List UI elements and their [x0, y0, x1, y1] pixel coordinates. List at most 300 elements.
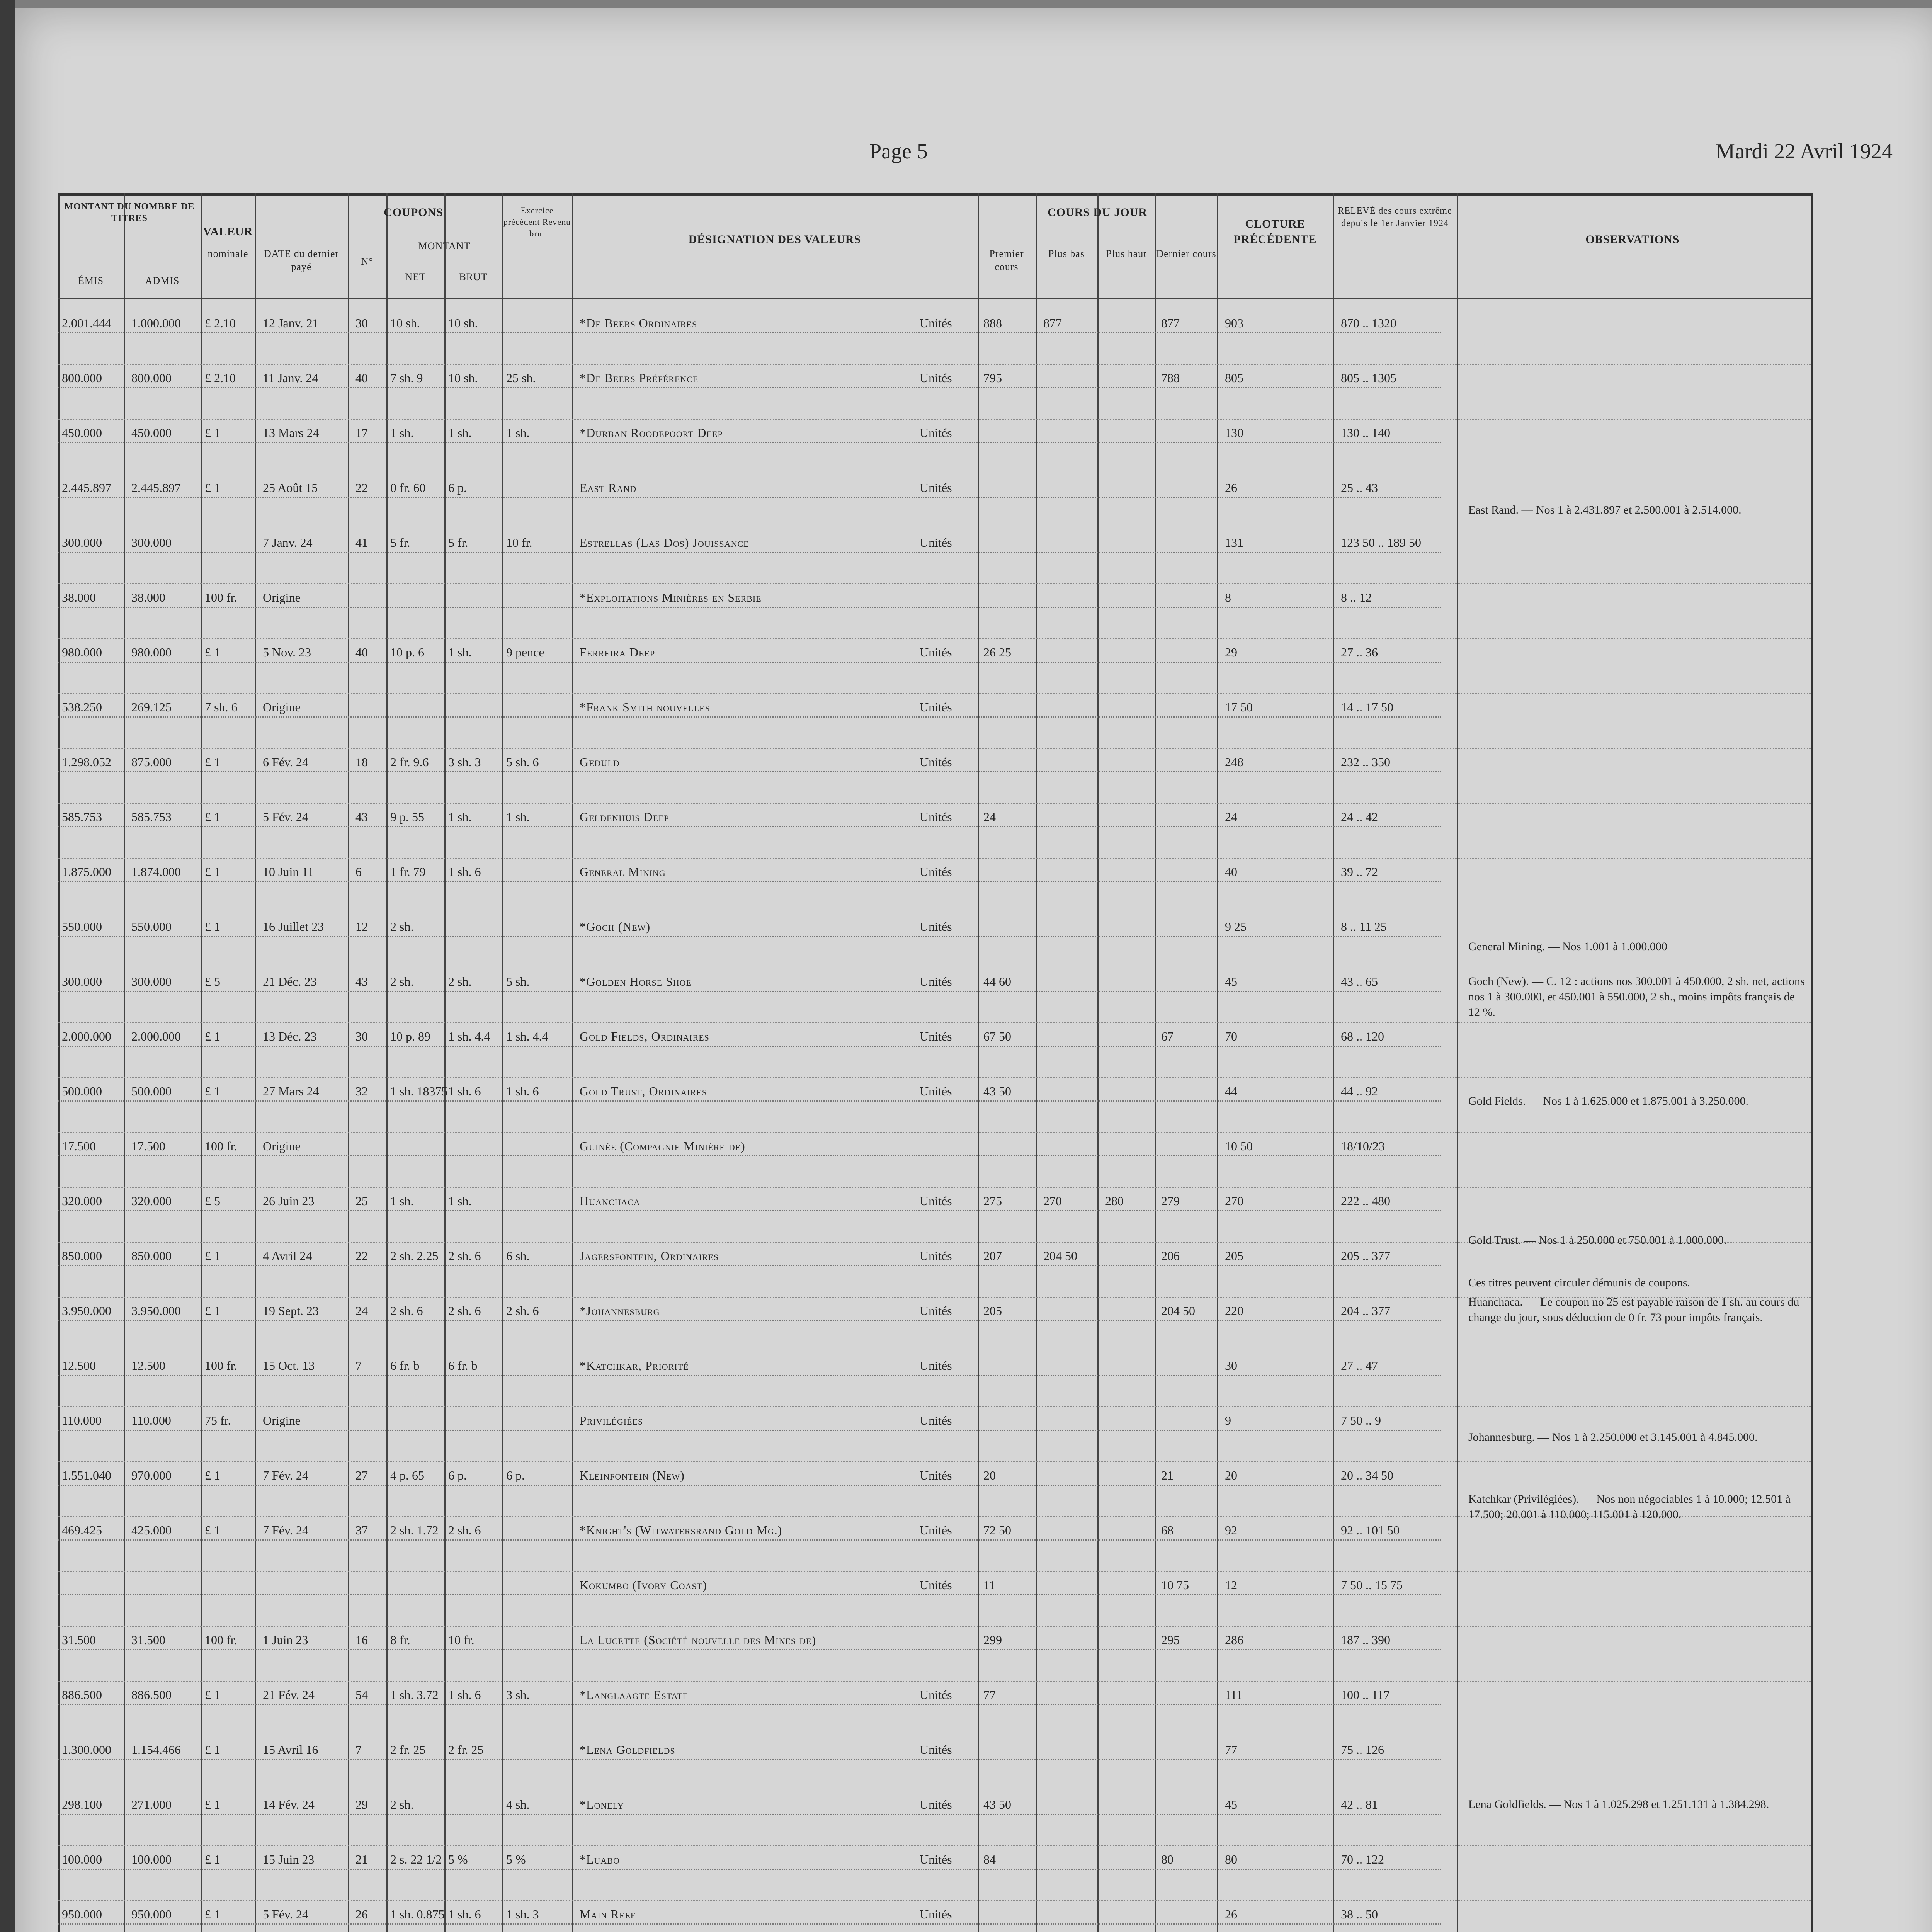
- cell-rel: 8 .. 11 25: [1341, 920, 1387, 934]
- cell-name: Geduld: [580, 755, 620, 769]
- cell-date: 16 Juillet 23: [263, 920, 324, 934]
- cell-unit: Unités: [920, 371, 952, 385]
- cell-rev: 6 p.: [506, 1468, 525, 1482]
- cell-admis: 31.500: [131, 1633, 165, 1647]
- cell-admis: 425.000: [131, 1523, 172, 1537]
- cell-brut: 10 fr.: [448, 1633, 474, 1647]
- cell-net: 2 fr. 9.6: [390, 755, 429, 769]
- cell-date: 12 Janv. 21: [263, 316, 319, 330]
- cell-c1: 43 50: [983, 1798, 1011, 1811]
- cell-clo: 9 25: [1225, 920, 1247, 934]
- leader-dots: [58, 1485, 1441, 1486]
- obs-goch: Goch (New). — C. 12 : actions nos 300.001 à 450.000, 2 sh. net, actions nos 1 à 300.000, et 450.001 à 550.000, 2 sh., moins impôts français de 12 %.: [1468, 975, 1805, 1019]
- cell-rel: 870 .. 1320: [1341, 316, 1396, 330]
- cell-name: Gold Trust, Ordinaires: [580, 1084, 707, 1098]
- cell-date: 11 Janv. 24: [263, 371, 318, 385]
- cell-brut: 2 sh. 6: [448, 1523, 481, 1537]
- cell-c2: 877: [1043, 316, 1062, 330]
- cell-c4: 80: [1161, 1852, 1173, 1866]
- obs-gold-fields: Gold Fields. — Nos 1 à 1.625.000 et 1.875.001 à 3.250.000.: [1468, 1095, 1748, 1107]
- cell-emis: 980.000: [62, 645, 102, 659]
- cell-no: 18: [355, 755, 368, 769]
- obs-gold-trust: Gold Trust. — Nos 1 à 250.000 et 750.001 à 1.000.000.: [1468, 1234, 1727, 1247]
- cell-date: 5 Fév. 24: [263, 810, 308, 824]
- cell-unit: Unités: [920, 1578, 952, 1592]
- cell-admis: 500.000: [131, 1084, 172, 1098]
- cell-valeur: £ 1: [205, 1743, 220, 1757]
- leader-dots: [58, 1320, 1441, 1321]
- cell-c4: 67: [1161, 1029, 1173, 1043]
- cell-net: 7 sh. 9: [390, 371, 423, 385]
- cell-valeur: £ 1: [205, 755, 220, 769]
- obs-johannesburg: Johannesburg. — Nos 1 à 2.250.000 et 3.145.001 à 4.845.000.: [1468, 1431, 1758, 1444]
- cell-net: 6 fr. b: [390, 1359, 420, 1372]
- cell-unit: Unités: [920, 426, 952, 440]
- cell-date: 15 Avril 16: [263, 1743, 318, 1757]
- cell-rev: 1 sh. 3: [506, 1907, 539, 1921]
- cell-name: Main Reef: [580, 1907, 636, 1921]
- cell-net: 10 p. 89: [390, 1029, 430, 1043]
- cell-no: 25: [355, 1194, 368, 1208]
- cell-valeur: £ 1: [205, 1084, 220, 1098]
- cell-net: 5 fr.: [390, 536, 410, 549]
- cell-rel: 27 .. 36: [1341, 645, 1378, 659]
- leader-dots: [58, 442, 1441, 443]
- cell-c4: 877: [1161, 316, 1180, 330]
- cell-c1: 207: [983, 1249, 1002, 1263]
- cell-c1: 77: [983, 1688, 996, 1702]
- header-net: NET: [405, 271, 426, 282]
- cell-unit: Unités: [920, 536, 952, 549]
- header-dernier: Dernier cours: [1156, 248, 1216, 259]
- cell-name: Guinée (Compagnie Minière de): [580, 1139, 745, 1153]
- header-montant-coupon: MONTANT: [418, 240, 471, 252]
- header-no: N°: [361, 256, 373, 267]
- leader-dots: [58, 1265, 1441, 1266]
- header-cloture: CLOTURE PRÉCÉDENTE: [1233, 218, 1317, 246]
- cell-unit: Unités: [920, 645, 952, 659]
- cell-clo: 9: [1225, 1413, 1231, 1427]
- cell-name: *Johannesburg: [580, 1304, 660, 1318]
- cell-clo: 80: [1225, 1852, 1237, 1866]
- cell-rel: 27 .. 47: [1341, 1359, 1378, 1372]
- cell-net: 10 sh.: [390, 316, 420, 330]
- cell-net: 9 p. 55: [390, 810, 424, 824]
- cell-brut: 5 %: [448, 1852, 468, 1866]
- cell-emis: 800.000: [62, 371, 102, 385]
- cell-c1: 84: [983, 1852, 996, 1866]
- cell-valeur: 100 fr.: [205, 1633, 237, 1647]
- cell-valeur: £ 1: [205, 1029, 220, 1043]
- header-emis: ÉMIS: [78, 275, 104, 286]
- book-spine: [0, 0, 15, 1932]
- cell-unit: Unités: [920, 1249, 952, 1263]
- cell-no: 16: [355, 1633, 368, 1647]
- cell-rel: 18/10/23: [1341, 1139, 1385, 1153]
- cell-date: 7 Fév. 24: [263, 1468, 308, 1482]
- cell-rel: 24 .. 42: [1341, 810, 1378, 824]
- cell-valeur: 100 fr.: [205, 590, 237, 604]
- cell-no: 40: [355, 645, 368, 659]
- cell-name: Geldenhuis Deep: [580, 810, 669, 824]
- leader-dots: [58, 332, 1441, 333]
- header-exercice: Exercice précédent Revenu brut: [503, 206, 571, 238]
- cell-emis: 3.950.000: [62, 1304, 111, 1318]
- cell-date: 13 Mars 24: [263, 426, 319, 440]
- cell-valeur: £ 1: [205, 1468, 220, 1482]
- cell-net: 8 fr.: [390, 1633, 410, 1647]
- cell-rel: 187 .. 390: [1341, 1633, 1390, 1647]
- cell-clo: 8: [1225, 590, 1231, 604]
- cell-admis: 980.000: [131, 645, 172, 659]
- header-observations: OBSERVATIONS: [1585, 233, 1680, 246]
- cell-date: 6 Fév. 24: [263, 755, 308, 769]
- cell-no: 12: [355, 920, 368, 934]
- cell-rev: 25 sh.: [506, 371, 536, 385]
- cell-rel: 123 50 .. 189 50: [1341, 536, 1421, 549]
- cell-admis: 1.154.466: [131, 1743, 181, 1757]
- cell-clo: 20: [1225, 1468, 1237, 1482]
- cell-net: 2 fr. 25: [390, 1743, 426, 1757]
- cell-emis: 320.000: [62, 1194, 102, 1208]
- cell-unit: Unités: [920, 1798, 952, 1811]
- cell-name: *Durban Roodepoort Deep: [580, 426, 723, 440]
- cell-c4: 204 50: [1161, 1304, 1195, 1318]
- cell-unit: Unités: [920, 810, 952, 824]
- cell-name: East Rand: [580, 481, 637, 495]
- cell-admis: 970.000: [131, 1468, 172, 1482]
- cell-admis: 550.000: [131, 920, 172, 934]
- cell-unit: Unités: [920, 1029, 952, 1043]
- cell-brut: 10 sh.: [448, 316, 478, 330]
- leader-dots: [58, 662, 1441, 663]
- leader-dots: [58, 826, 1441, 827]
- cell-valeur: £ 1: [205, 1304, 220, 1318]
- cell-c4: 10 75: [1161, 1578, 1189, 1592]
- cell-c1: 299: [983, 1633, 1002, 1647]
- cell-rel: 38 .. 50: [1341, 1907, 1378, 1921]
- cell-no: 26: [355, 1907, 368, 1921]
- table-row: [58, 1900, 1811, 1932]
- cell-emis: 950.000: [62, 1907, 102, 1921]
- cell-clo: 17 50: [1225, 700, 1253, 714]
- cell-rev: 5 sh. 6: [506, 755, 539, 769]
- cell-admis: 585.753: [131, 810, 172, 824]
- cell-emis: 538.250: [62, 700, 102, 714]
- table-row: [58, 638, 1811, 694]
- table-row: [58, 1022, 1811, 1078]
- page-date: Mardi 22 Avril 1924: [1716, 139, 1893, 163]
- table-row: [58, 419, 1811, 474]
- page-number: Page 5: [869, 139, 928, 163]
- cell-emis: 550.000: [62, 920, 102, 934]
- cell-unit: Unités: [920, 700, 952, 714]
- cell-date: 26 Juin 23: [263, 1194, 315, 1208]
- table-row: [58, 858, 1811, 913]
- obs-katchkar: Katchkar (Privilégiées). — Nos non négociables 1 à 10.000; 12.501 à 17.500; 20.001 à 110.000; 115.001 à 120.000.: [1468, 1493, 1791, 1521]
- cell-name: *Lena Goldfields: [580, 1743, 675, 1757]
- cell-clo: 286: [1225, 1633, 1243, 1647]
- cell-date: 10 Juin 11: [263, 865, 314, 879]
- cell-clo: 248: [1225, 755, 1243, 769]
- cell-emis: 450.000: [62, 426, 102, 440]
- cell-rev: 1 sh.: [506, 810, 530, 824]
- cell-net: 1 sh.: [390, 426, 414, 440]
- cell-rel: 68 .. 120: [1341, 1029, 1384, 1043]
- leader-dots: [58, 1759, 1441, 1760]
- cell-clo: 111: [1225, 1688, 1243, 1702]
- cell-admis: 300.000: [131, 975, 172, 988]
- cell-emis: 300.000: [62, 975, 102, 988]
- table-row: [58, 1352, 1811, 1407]
- cell-date: 14 Fév. 24: [263, 1798, 315, 1811]
- cell-c1: 888: [983, 316, 1002, 330]
- cell-c4: 68: [1161, 1523, 1173, 1537]
- cell-name: General Mining: [580, 865, 666, 879]
- cell-clo: 205: [1225, 1249, 1243, 1263]
- cell-name: Privilégiées: [580, 1413, 643, 1427]
- table-row: [58, 1681, 1811, 1736]
- table-row: [58, 1571, 1811, 1627]
- cell-rel: 92 .. 101 50: [1341, 1523, 1400, 1537]
- cell-rev: 5 sh.: [506, 975, 530, 988]
- cell-clo: 30: [1225, 1359, 1237, 1372]
- cell-clo: 70: [1225, 1029, 1237, 1043]
- cell-rel: 42 .. 81: [1341, 1798, 1378, 1811]
- cell-c1: 72 50: [983, 1523, 1011, 1537]
- header-coupons: COUPONS: [384, 206, 443, 219]
- cell-c1: 795: [983, 371, 1002, 385]
- leader-dots: [58, 1100, 1441, 1102]
- cell-clo: 12: [1225, 1578, 1237, 1592]
- cell-net: 1 fr. 79: [390, 865, 426, 879]
- cell-emis: 100.000: [62, 1852, 102, 1866]
- table-row: [58, 309, 1811, 365]
- cell-date: Origine: [263, 700, 301, 714]
- cell-rel: 205 .. 377: [1341, 1249, 1390, 1263]
- leader-dots: [58, 1375, 1441, 1376]
- header-plus-haut: Plus haut: [1106, 248, 1147, 259]
- cell-brut: 1 sh. 6: [448, 1688, 481, 1702]
- cell-no: 21: [355, 1852, 368, 1866]
- cell-name: *Katchkar, Priorité: [580, 1359, 689, 1372]
- cell-admis: 850.000: [131, 1249, 172, 1263]
- cell-clo: 903: [1225, 316, 1243, 330]
- cell-valeur: £ 2.10: [205, 371, 236, 385]
- cell-emis: 2.000.000: [62, 1029, 111, 1043]
- cell-brut: 2 fr. 25: [448, 1743, 484, 1757]
- header-rule: [58, 298, 1811, 299]
- cell-name: *Knight's (Witwatersrand Gold Mg.): [580, 1523, 782, 1537]
- cell-rev: 5 %: [506, 1852, 526, 1866]
- cell-admis: 300.000: [131, 536, 172, 549]
- cell-no: 6: [355, 865, 362, 879]
- header-brut: BRUT: [459, 271, 488, 282]
- cell-rel: 39 .. 72: [1341, 865, 1378, 879]
- leader-dots: [58, 716, 1441, 718]
- cell-emis: 850.000: [62, 1249, 102, 1263]
- leader-dots: [58, 1539, 1441, 1541]
- cell-admis: 886.500: [131, 1688, 172, 1702]
- cell-valeur: £ 2.10: [205, 316, 236, 330]
- cell-rev: 9 pence: [506, 645, 544, 659]
- cell-emis: 300.000: [62, 536, 102, 549]
- cell-rel: 7 50 .. 15 75: [1341, 1578, 1403, 1592]
- obs-lena: Lena Goldfields. — Nos 1 à 1.025.298 et 1.251.131 à 1.384.298.: [1468, 1798, 1769, 1811]
- cell-emis: 469.425: [62, 1523, 102, 1537]
- cell-no: 40: [355, 371, 368, 385]
- cell-rev: 1 sh. 6: [506, 1084, 539, 1098]
- cell-rev: 4 sh.: [506, 1798, 530, 1811]
- cell-valeur: £ 5: [205, 975, 220, 988]
- cell-emis: 1.875.000: [62, 865, 111, 879]
- leader-dots: [58, 1649, 1441, 1650]
- table-row: [58, 1626, 1811, 1682]
- cell-no: 41: [355, 536, 368, 549]
- cell-valeur: £ 1: [205, 1249, 220, 1263]
- cell-rel: 7 50 .. 9: [1341, 1413, 1381, 1427]
- cell-date: 7 Janv. 24: [263, 536, 313, 549]
- cell-unit: Unités: [920, 1084, 952, 1098]
- cell-no: 24: [355, 1304, 368, 1318]
- table-row: [58, 583, 1811, 639]
- header-plus-bas: Plus bas: [1048, 248, 1085, 259]
- cell-date: 21 Déc. 23: [263, 975, 317, 988]
- cell-net: 2 sh.: [390, 1798, 414, 1811]
- cell-admis: 1.874.000: [131, 865, 181, 879]
- cell-name: *Golden Horse Shoe: [580, 975, 692, 988]
- cell-admis: 269.125: [131, 700, 172, 714]
- cell-name: *Lonely: [580, 1798, 624, 1811]
- cell-c1: 24: [983, 810, 996, 824]
- cell-c1: 20: [983, 1468, 996, 1482]
- cell-admis: 271.000: [131, 1798, 172, 1811]
- cell-date: 7 Fév. 24: [263, 1523, 308, 1537]
- cell-c4: 21: [1161, 1468, 1173, 1482]
- cell-admis: 875.000: [131, 755, 172, 769]
- cell-date: 15 Oct. 13: [263, 1359, 315, 1372]
- cell-admis: 110.000: [131, 1413, 171, 1427]
- cell-rel: 204 .. 377: [1341, 1304, 1390, 1318]
- cell-unit: Unités: [920, 1413, 952, 1427]
- cell-date: Origine: [263, 1413, 301, 1427]
- cell-clo: 131: [1225, 536, 1243, 549]
- cell-no: 27: [355, 1468, 368, 1482]
- cell-brut: 1 sh. 6: [448, 865, 481, 879]
- cell-no: 32: [355, 1084, 368, 1098]
- cell-no: 29: [355, 1798, 368, 1811]
- cell-no: 30: [355, 316, 368, 330]
- cell-clo: 26: [1225, 481, 1237, 495]
- cell-unit: Unités: [920, 1359, 952, 1372]
- cell-brut: 1 sh.: [448, 1194, 472, 1208]
- cell-name: Jagersfontein, Ordinaires: [580, 1249, 719, 1263]
- cell-clo: 45: [1225, 1798, 1237, 1811]
- cell-unit: Unités: [920, 1468, 952, 1482]
- cell-admis: 950.000: [131, 1907, 172, 1921]
- table-row: [58, 693, 1811, 749]
- leader-dots: [58, 497, 1441, 498]
- cell-rel: 20 .. 34 50: [1341, 1468, 1393, 1482]
- cell-c1: 205: [983, 1304, 1002, 1318]
- leader-dots: [58, 991, 1441, 992]
- cell-net: 2 sh. 1.72: [390, 1523, 439, 1537]
- leader-dots: [58, 1046, 1441, 1047]
- cell-admis: 1.000.000: [131, 316, 181, 330]
- cell-no: 43: [355, 975, 368, 988]
- cell-name: Ferreira Deep: [580, 645, 655, 659]
- cell-brut: 2 sh.: [448, 975, 472, 988]
- cell-clo: 805: [1225, 371, 1243, 385]
- cell-valeur: £ 1: [205, 810, 220, 824]
- leader-dots: [58, 1704, 1441, 1705]
- cell-valeur: 100 fr.: [205, 1139, 237, 1153]
- cell-name: *Exploitations Minières en Serbie: [580, 590, 762, 604]
- cell-brut: 3 sh. 3: [448, 755, 481, 769]
- cell-rel: 70 .. 122: [1341, 1852, 1384, 1866]
- cell-c3: 280: [1105, 1194, 1124, 1208]
- header-montant: MONTANT DU NOMBRE DE TITRES: [64, 202, 195, 223]
- cell-net: 2 sh. 6: [390, 1304, 423, 1318]
- cell-brut: 2 sh. 6: [448, 1304, 481, 1318]
- cell-rel: 75 .. 126: [1341, 1743, 1384, 1757]
- header-nominale: nominale: [207, 248, 248, 259]
- cell-emis: 298.100: [62, 1798, 102, 1811]
- cell-no: 7: [355, 1359, 362, 1372]
- table-row: [58, 1516, 1811, 1572]
- cell-net: 2 sh. 2.25: [390, 1249, 439, 1263]
- cell-emis: 31.500: [62, 1633, 96, 1647]
- cell-c1: 43 50: [983, 1084, 1011, 1098]
- cell-rel: 43 .. 65: [1341, 975, 1378, 988]
- cell-no: 37: [355, 1523, 368, 1537]
- table-row: [58, 1736, 1811, 1791]
- cell-name: *Frank Smith nouvelles: [580, 700, 710, 714]
- cell-c1: 67 50: [983, 1029, 1011, 1043]
- cell-brut: 1 sh.: [448, 810, 472, 824]
- cell-brut: 1 sh. 6: [448, 1907, 481, 1921]
- header-designation: DÉSIGNATION DES VALEURS: [688, 233, 861, 246]
- cell-valeur: £ 5: [205, 1194, 220, 1208]
- cell-emis: 1.298.052: [62, 755, 111, 769]
- cell-no: 7: [355, 1743, 362, 1757]
- cell-emis: 1.551.040: [62, 1468, 111, 1482]
- cell-c1: 26 25: [983, 645, 1011, 659]
- cell-brut: 1 sh.: [448, 426, 472, 440]
- cell-admis: 38.000: [131, 590, 165, 604]
- cell-c1: 275: [983, 1194, 1002, 1208]
- cell-unit: Unités: [920, 1907, 952, 1921]
- cell-valeur: £ 1: [205, 645, 220, 659]
- cell-unit: Unités: [920, 865, 952, 879]
- cell-admis: 2.445.897: [131, 481, 181, 495]
- cell-unit: Unités: [920, 755, 952, 769]
- cell-rel: 130 .. 140: [1341, 426, 1390, 440]
- cell-no: 22: [355, 1249, 368, 1263]
- table-row: [58, 529, 1811, 584]
- cell-name: *Luabo: [580, 1852, 620, 1866]
- obs-east-rand: East Rand. — Nos 1 à 2.431.897 et 2.500.001 à 2.514.000.: [1468, 503, 1742, 516]
- cell-name: La Lucette (Société nouvelle des Mines de): [580, 1633, 816, 1647]
- cell-unit: Unités: [920, 481, 952, 495]
- cell-name: Kokumbo (Ivory Coast): [580, 1578, 707, 1592]
- cell-emis: 12.500: [62, 1359, 96, 1372]
- cell-brut: 1 sh. 6: [448, 1084, 481, 1098]
- cell-c2: 270: [1043, 1194, 1062, 1208]
- cell-rev: 1 sh. 4.4: [506, 1029, 548, 1043]
- cell-net: 0 fr. 60: [390, 481, 426, 495]
- cell-date: 21 Fév. 24: [263, 1688, 315, 1702]
